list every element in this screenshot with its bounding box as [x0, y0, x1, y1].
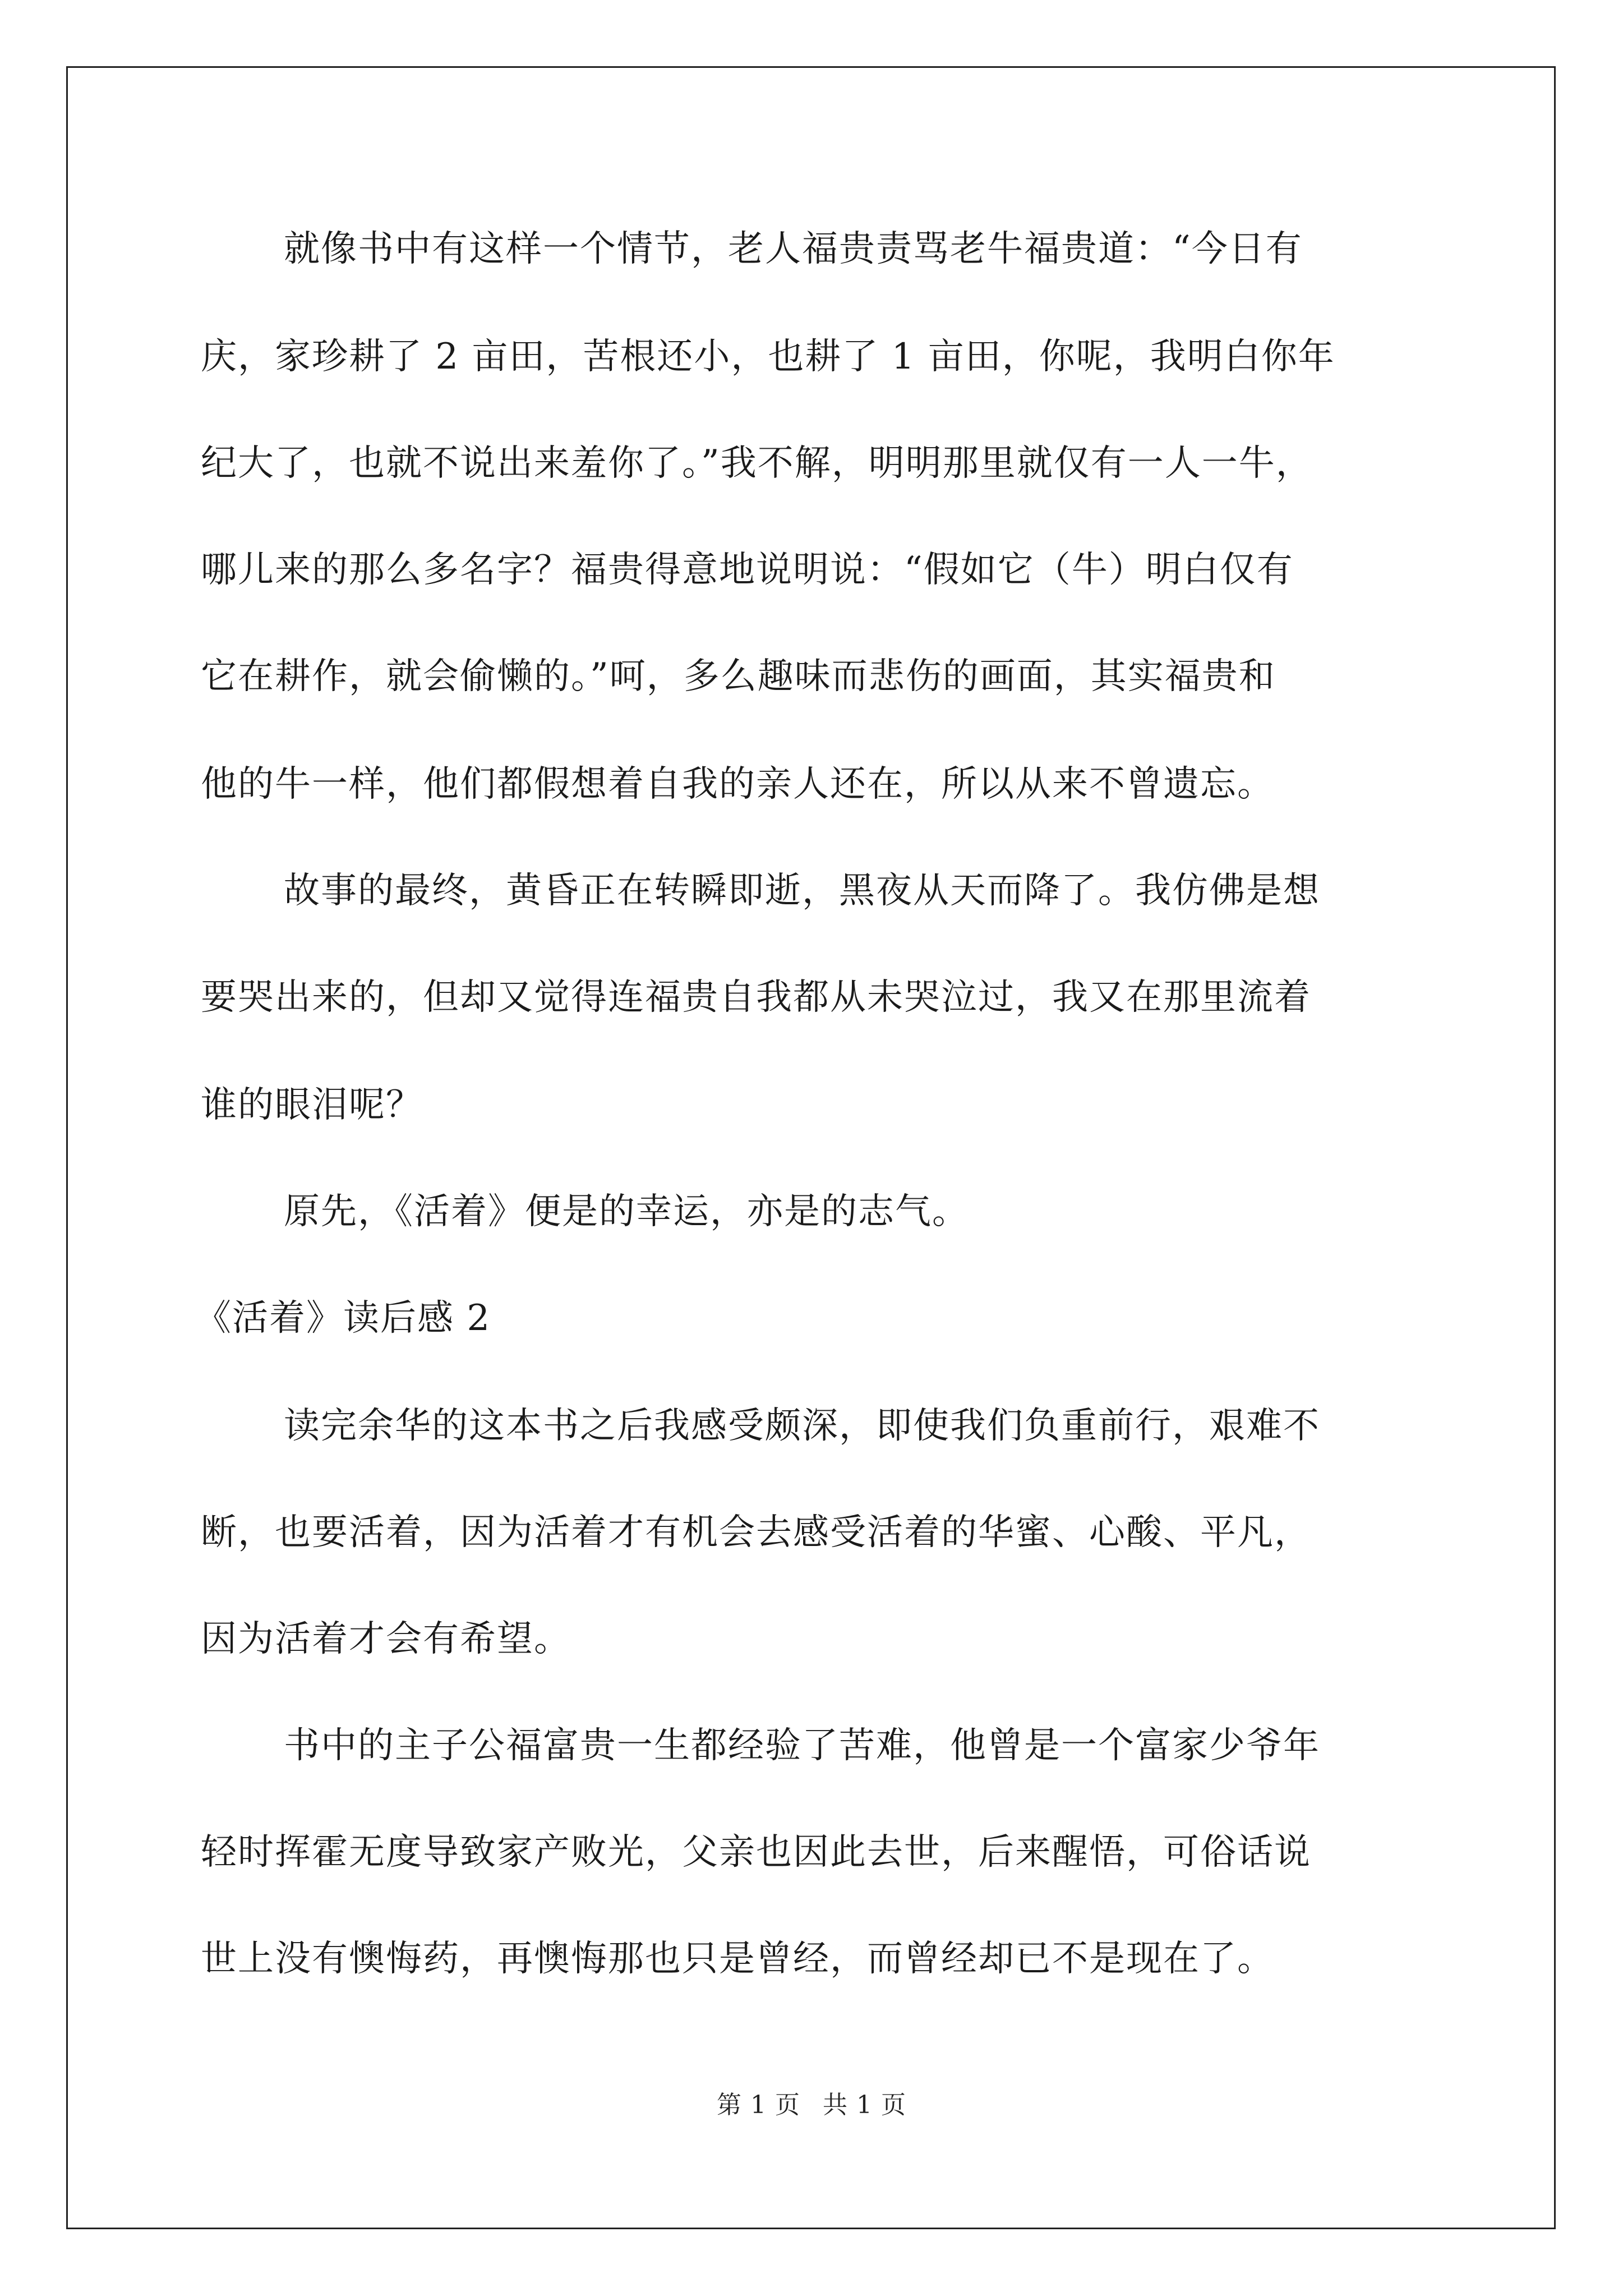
page-total: 共 1 页	[823, 2091, 906, 2119]
paragraph-4-line-3: 因为活着才会有希望。	[201, 1618, 571, 1660]
paragraph-4-line-2: 断，也要活着，因为活着才有机会去感受活着的华蜜、心酸、平凡，	[201, 1512, 1311, 1553]
paragraph-1-line-3: 纪大了，也就不说出来羞你了。”我不解，明明那里就仅有一人一牛，	[201, 443, 1313, 484]
paragraph-1-line-6: 他的牛一样，他们都假想着自我的亲人还在，所以从来不曾遗忘。	[201, 763, 1274, 805]
paragraph-1-line-2: 庆，家珍耕了 2 亩田，苦根还小，也耕了 1 亩田，你呢，我明白你年	[201, 336, 1335, 378]
paragraph-1-line-4: 哪儿来的那么多名字？福贵得意地说明说：“假如它（牛）明白仅有	[201, 549, 1294, 591]
paragraph-2-line-1: 故事的最终，黄昏正在转瞬即逝，黑夜从天而降了。我仿佛是想	[284, 870, 1320, 912]
paragraph-1-line-5: 它在耕作，就会偷懒的。”呵，多么趣味而悲伤的画面，其实福贵和	[201, 656, 1276, 697]
paragraph-1-line-1: 就像书中有这样一个情节，老人福贵责骂老牛福贵道：“今日有	[284, 228, 1303, 270]
paragraph-4-line-1: 读完余华的这本书之后我感受颇深，即使我们负重前行，艰难不	[284, 1405, 1320, 1447]
page-border	[66, 66, 1556, 2229]
paragraph-5-line-3: 世上没有懊悔药，再懊悔那也只是曾经，而曾经却已不是现在了。	[201, 1938, 1274, 1980]
page-number: 第 1 页	[717, 2091, 800, 2119]
paragraph-5-line-1: 书中的主子公福富贵一生都经验了苦难，他曾是一个富家少爷年	[284, 1725, 1320, 1766]
paragraph-2-line-2: 要哭出来的，但却又觉得连福贵自我都从未哭泣过，我又在那里流着	[201, 977, 1311, 1018]
paragraph-2-line-3: 谁的眼泪呢？	[201, 1084, 423, 1126]
paragraph-3-line-1: 原先，《活着》便是的幸运，亦是的志气。	[284, 1191, 969, 1232]
paragraph-5-line-2: 轻时挥霍无度导致家产败光，父亲也因此去世，后来醒悟，可俗话说	[201, 1832, 1311, 1873]
section-heading: 《活着》读后感 2	[195, 1297, 491, 1339]
page-footer	[0, 2085, 1623, 2120]
